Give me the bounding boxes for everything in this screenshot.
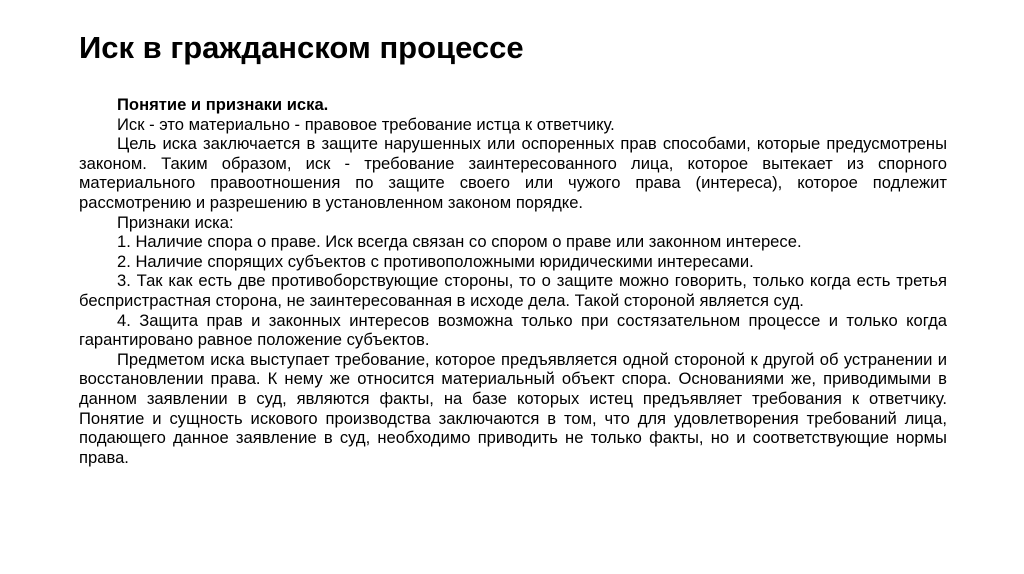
feature-item-2: 2. Наличие спорящих субъектов с противоположными юридическими интересами. [117,251,754,271]
purpose-paragraph: Цель иска заключается в защите нарушенных или оспоренных прав способами, которые предусмотрены законом. Таким образом, иск - требование заинтересованного лица, которое вытекает из спорного материального правоотношения по защите своего или чужого права (интереса), которое подлежит рассмотрению и разрешению в установленном законом порядке. [79,134,947,212]
slide-body [79,95,947,467]
features-heading: Признаки иска: [117,212,234,232]
feature-item-4: 4. Защита прав и законных интересов возможна только при состязательном процессе и только когда гарантировано равное положение субъектов. [79,310,947,350]
feature-item-1: 1. Наличие спора о праве. Иск всегда связан со спором о праве или законном интересе. [117,232,802,252]
slide-title: Иск в гражданском процессе [79,30,524,65]
definition-paragraph: Иск - это материально - правовое требование истца к ответчику. [117,114,615,134]
feature-item-3: 3. Так как есть две противоборствующие стороны, то о защите можно говорить, только когда есть третья беспристрастная сторона, не заинтересованная в исходе дела. Такой стороной является суд. [79,271,947,310]
subject-paragraph: Предметом иска выступает требование, которое предъявляется одной стороной к другой об устранении и восстановлении права. К нему же относится материальный объект спора. Основаниями же, приводимыми в данном заявлении в суд, являются факты, на базе которых истец предъявляет требования к ответчику. Понятие и сущность искового производства заключаются в том, что для удовлетворения требований лица, подающего данное заявление в суд, необходимо приводить не только факты, но и соответствующие нормы права. [79,349,947,467]
section-heading: Понятие и признаки иска. [117,95,329,114]
